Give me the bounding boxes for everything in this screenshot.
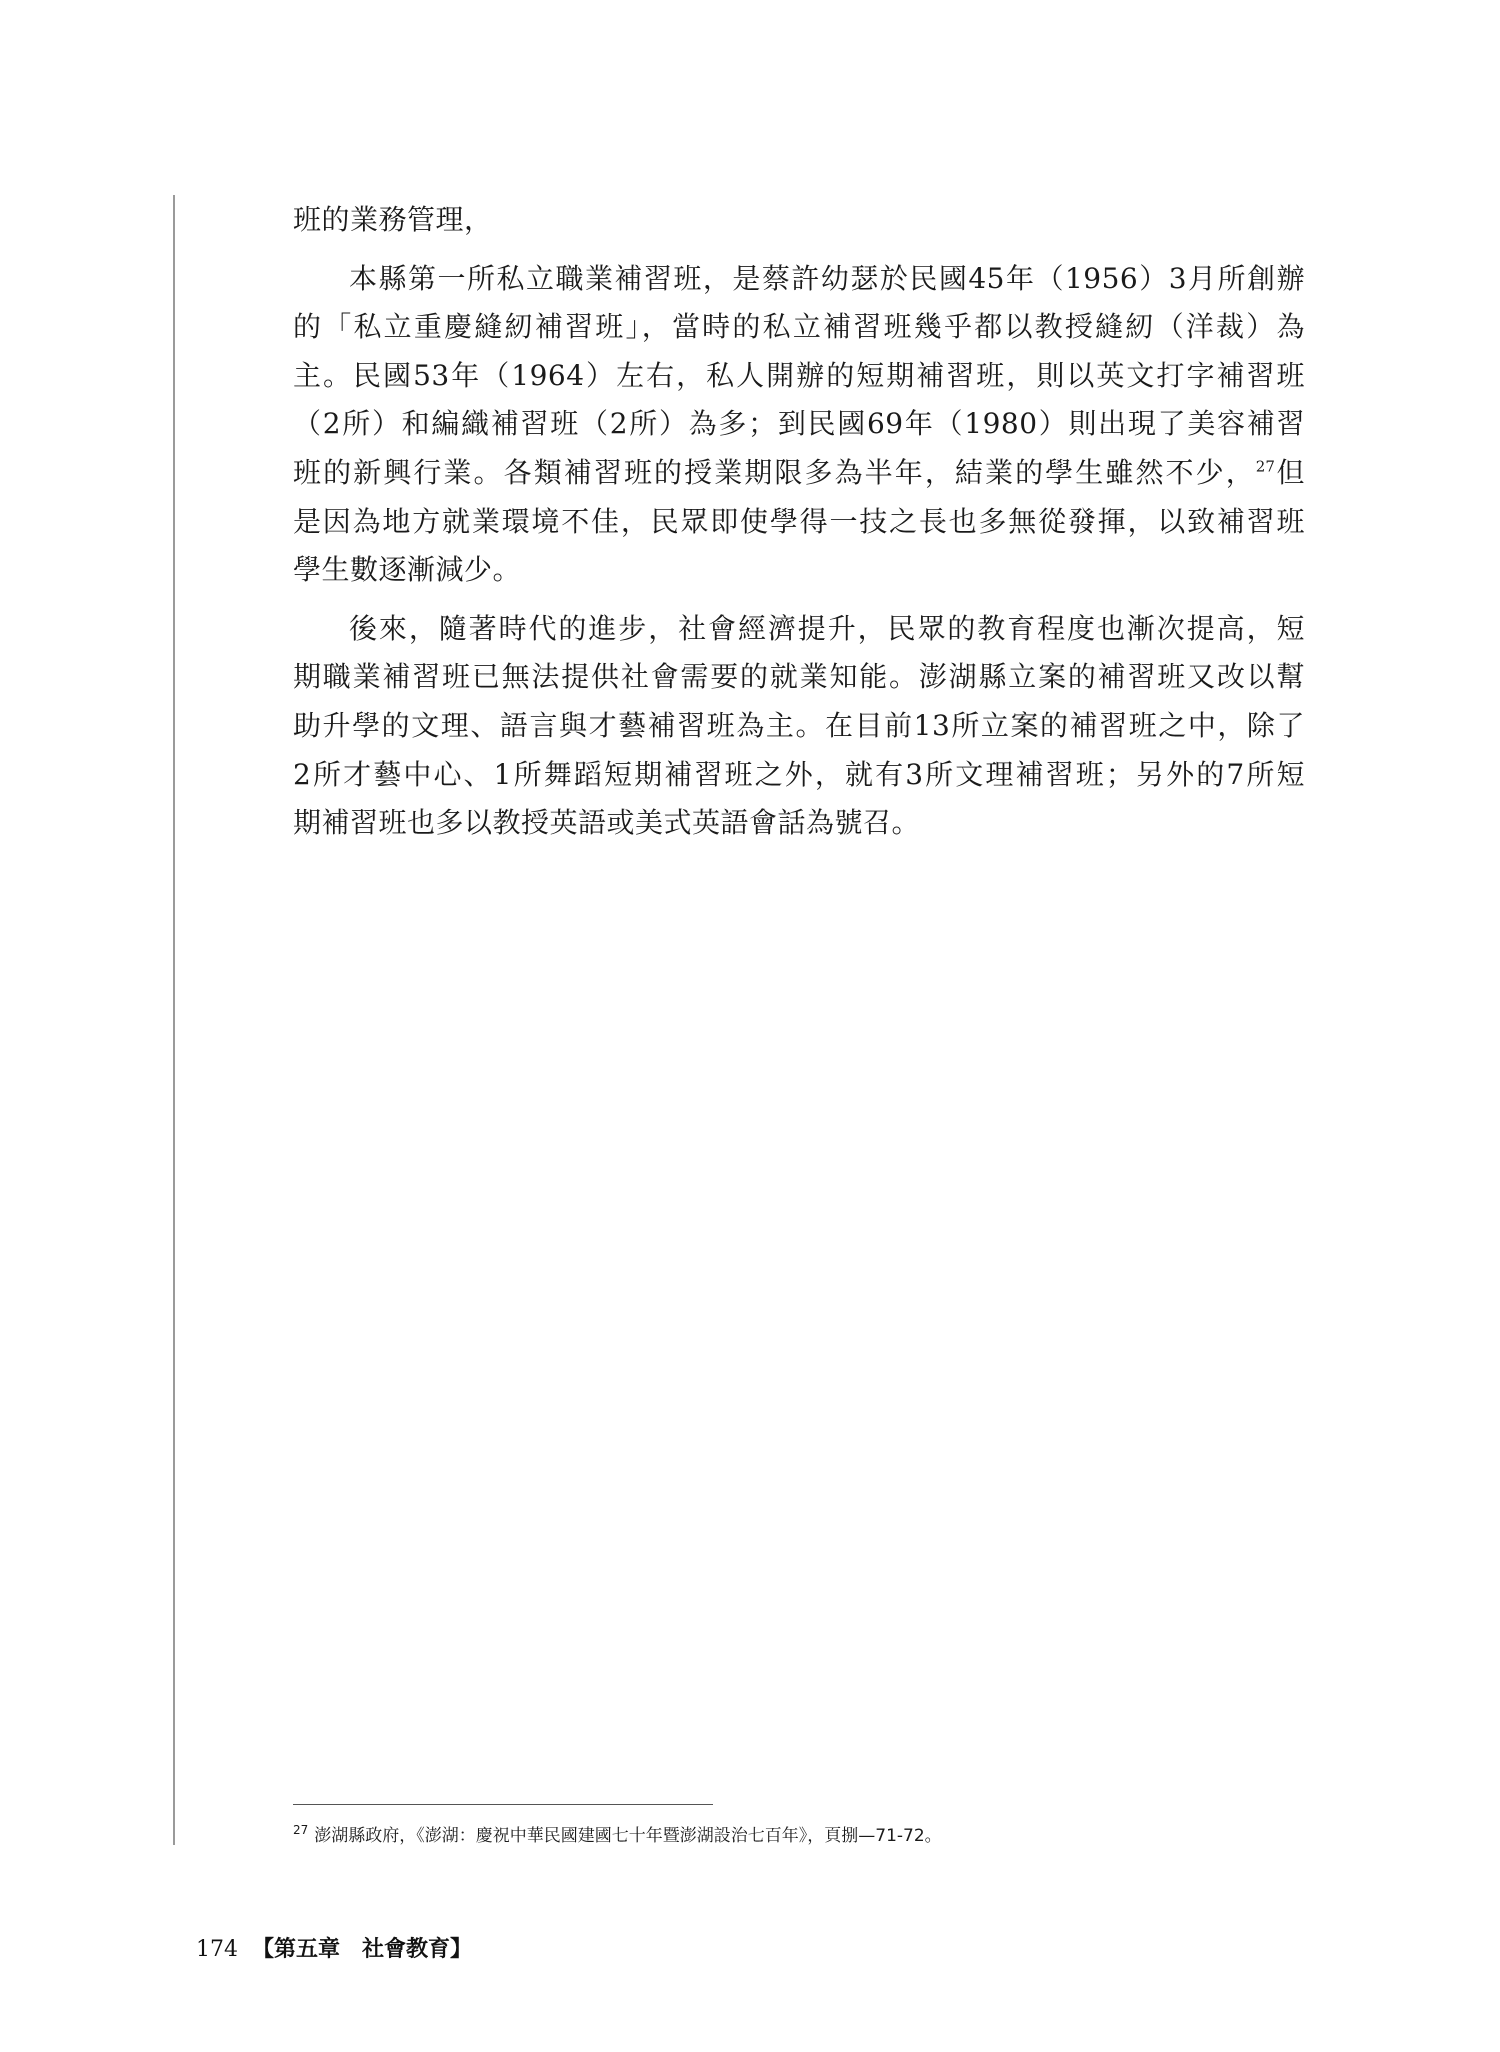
- body-line-continuation: 但: [1274, 455, 1305, 489]
- body-line: （2所）和編織補習班（2所）為多；到民國69年（1980）則出現了美容補習: [293, 407, 1305, 441]
- body-line: 2所才藝中心、1所舞蹈短期補習班之外，就有3所文理補習班；另外的7所短: [293, 757, 1305, 791]
- body-line: 班的業務管理，: [293, 203, 493, 236]
- body-line: 是因為地方就業環境不佳，民眾即使學得一技之長也多無從發揮，以致補習班: [293, 504, 1305, 538]
- body-line-text: 班的新興行業。各類補習班的授業期限多為半年，結業的學生雖然不少，: [293, 455, 1256, 489]
- page-number: 174: [196, 1937, 238, 1962]
- body-line-with-footnote: [293, 449, 1305, 498]
- body-line: 本縣第一所私立職業補習班，是蔡許幼瑟於民國45年（1956）3月所創辦: [349, 261, 1305, 295]
- body-line: 期補習班也多以教授英語或美式英語會話為號召。: [293, 806, 921, 840]
- footnote-reference: 27: [1255, 457, 1275, 476]
- body-text: [293, 196, 1305, 848]
- page-footer: [196, 1932, 472, 1963]
- footnote-divider: [293, 1804, 713, 1805]
- body-line: 期職業補習班已無法提供社會需要的就業知能。澎湖縣立案的補習班又改以幫: [293, 660, 1305, 694]
- body-line: 主。民國53年（1964）左右，私人開辦的短期補習班，則以英文打字補習班: [293, 358, 1305, 392]
- body-line: 學生數逐漸減少。: [293, 553, 522, 587]
- margin-rule: [173, 195, 175, 1845]
- footnote: [293, 1824, 942, 1848]
- footnote-text: 澎湖縣政府，《澎湖：慶祝中華民國建國七十年暨澎湖設治七百年》，頁捌—71-72。: [314, 1826, 942, 1846]
- chapter-title: 【第五章 社會教育】: [252, 1936, 473, 1962]
- body-line: 助升學的文理、語言與才藝補習班為主。在目前13所立案的補習班之中，除了: [293, 708, 1305, 742]
- body-line: 後來，隨著時代的進步，社會經濟提升，民眾的教育程度也漸次提高，短: [349, 611, 1305, 645]
- footnote-number: 27: [293, 1823, 309, 1838]
- body-line: 的「私立重慶縫紉補習班」，當時的私立補習班幾乎都以教授縫紉（洋裁）為: [293, 310, 1305, 344]
